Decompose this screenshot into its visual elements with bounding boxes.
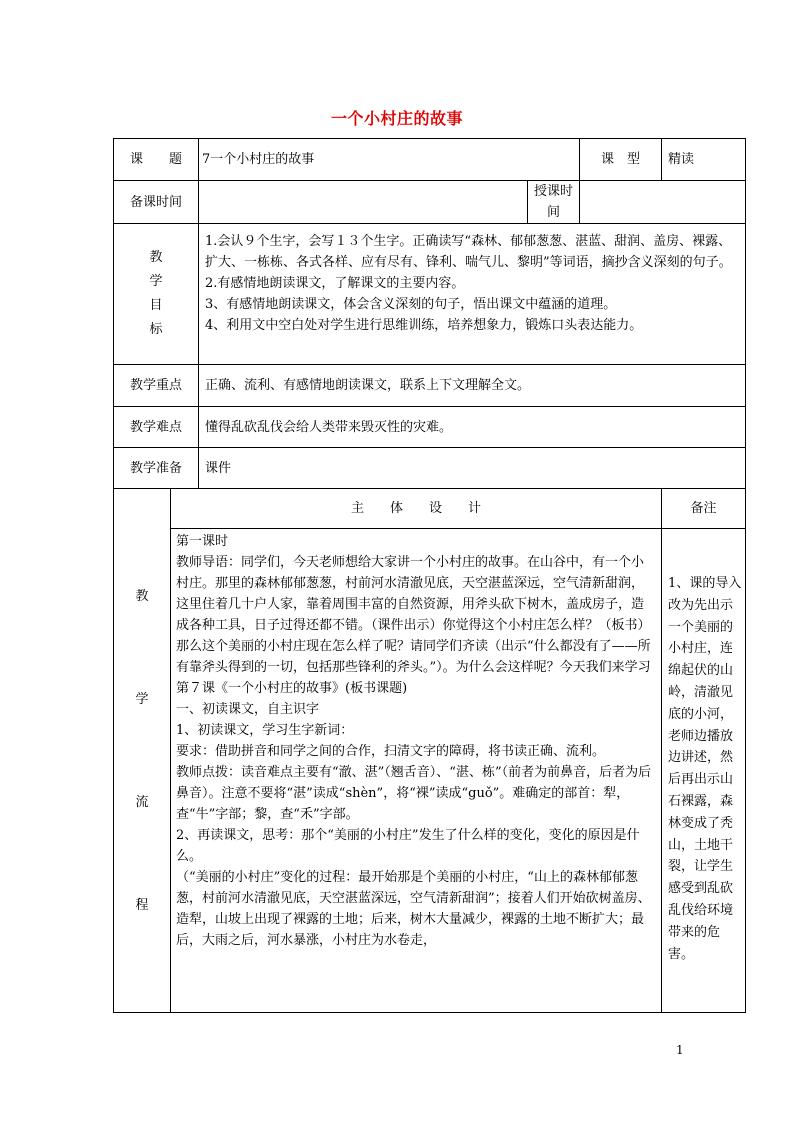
teach-time-value — [580, 181, 746, 224]
type-value: 精读 — [662, 139, 746, 181]
design-paragraph: 教师导语：同学们，今天老师想给大家讲一个小村庄的故事。在山谷中，有一个小村庄。那里的森林郁郁葱葱，村前河水清澈见底，天空湛蓝深远，空气清新甜润，这里住着几十户人家，靠着周围丰富的自然资源，用斧头砍下树木，盖成房子，造成各种工具，日子过得还都不错。（课件出示）你觉得这个小村庄怎么样？（板书）那么这个美丽的小村庄现在怎么样了呢？请同学们齐读（出示“什么都没有了——所有靠斧头得到的一切，包括那些锋利的斧头。”）。为什么会这样呢？今天我们来学习第７课《一个小村庄的故事》(板书课题) — [176, 555, 651, 696]
page-title: 一个小村庄的故事 — [330, 109, 463, 128]
process-label: 教 学 流 程 — [114, 489, 171, 1013]
difficulty-label: 教学难点 — [114, 407, 199, 448]
row-process-header — [114, 489, 746, 529]
page-number: 1 — [676, 1043, 684, 1057]
row-time — [114, 181, 746, 224]
topic-value: 7一个小村庄的故事 — [199, 139, 580, 181]
type-label: 课 型 — [580, 139, 662, 181]
row-preparation — [114, 448, 746, 489]
prep-time-value — [199, 181, 528, 224]
goal-item: 1.会认９个生字，会写１３个生字。正确读写“森林、郁郁葱葱、湛蓝、甜润、盖房、裸露、扩大、一栋栋、各式各样、应有尽有、锋利、喘气儿、黎明”等词语，摘抄含义深刻的句子。 — [205, 234, 732, 270]
teach-time-label: 授课时间 — [528, 181, 580, 224]
goals-content — [199, 224, 746, 365]
row-difficulty — [114, 407, 746, 448]
topic-label: 课 题 — [114, 139, 199, 181]
main-design-content — [171, 529, 662, 1013]
row-goals — [114, 224, 746, 365]
note-header: 备注 — [662, 489, 746, 529]
goal-item: 3、有感情地朗读课文，体会含义深刻的句子，悟出课文中蕴涵的道理。 — [205, 297, 617, 312]
lesson-plan-table — [113, 138, 746, 1013]
design-paragraph: 教师点拨：读音难点主要有“澈、湛”（翘舌音）、“湛、栋”（前者为前鼻音，后者为后鼻音）。注意不要将“湛”读成“shèn”，将“裸”读成“guǒ”。难确定的部首：犁，查“牛”字部；黎，查“禾”字部。 — [176, 765, 652, 822]
preparation-label: 教学准备 — [114, 448, 199, 489]
row-focus — [114, 365, 746, 407]
goals-label: 教 学 目 标 — [114, 224, 199, 365]
row-process-body — [114, 529, 746, 1013]
preparation-value: 课件 — [199, 448, 746, 489]
goal-item: 4、利用文中空白处对学生进行思维训练，培养想象力，锻炼口头表达能力。 — [205, 318, 643, 333]
design-paragraph: 2、再读课文，思考：那个“美丽的小村庄”发生了什么样的变化，变化的原因是什么。 — [176, 828, 640, 864]
goal-item: 2.有感情地朗读课文，了解课文的主要内容。 — [205, 276, 465, 291]
design-paragraph: 要求：借助拼音和同学之间的合作，扫清文字的障碍，将书读正确、流利。 — [176, 744, 606, 759]
difficulty-value: 懂得乱砍乱伐会给人类带来毁灭性的灾难。 — [199, 407, 746, 448]
focus-value: 正确、流利、有感情地朗读课文，联系上下文理解全文。 — [199, 365, 746, 407]
focus-label: 教学重点 — [114, 365, 199, 407]
design-paragraph: 一、初读课文，自主识字 — [176, 702, 320, 717]
note-content: 1、课的导入改为先出示一个美丽的小村庄，连绵起伏的山岭，清澈见底的小河，老师边播放边讲述，然后再出示山石裸露，森林变成了秃山，土地干裂，让学生感受到乱砍乱伐给环境带来的危害。 — [662, 529, 746, 1013]
prep-time-label: 备课时间 — [114, 181, 199, 224]
row-topic — [114, 139, 746, 181]
design-paragraph: （“美丽的小村庄”变化的过程：最开始那是个美丽的小村庄，“山上的森林郁郁葱葱，村前河水清澈见底，天空湛蓝深远，空气清新甜润”；接着人们开始砍树盖房、造犁，山坡上出现了裸露的土地；后来，树木大量减少，裸露的土地不断扩大；最后，大雨之后，河水暴涨，小村庄为水卷走， — [176, 870, 651, 948]
design-paragraph: 第一课时 — [176, 534, 229, 549]
main-design-header: 主 体 设 计 — [171, 489, 662, 529]
design-paragraph: 1、初读课文，学习生字新词： — [176, 723, 354, 738]
